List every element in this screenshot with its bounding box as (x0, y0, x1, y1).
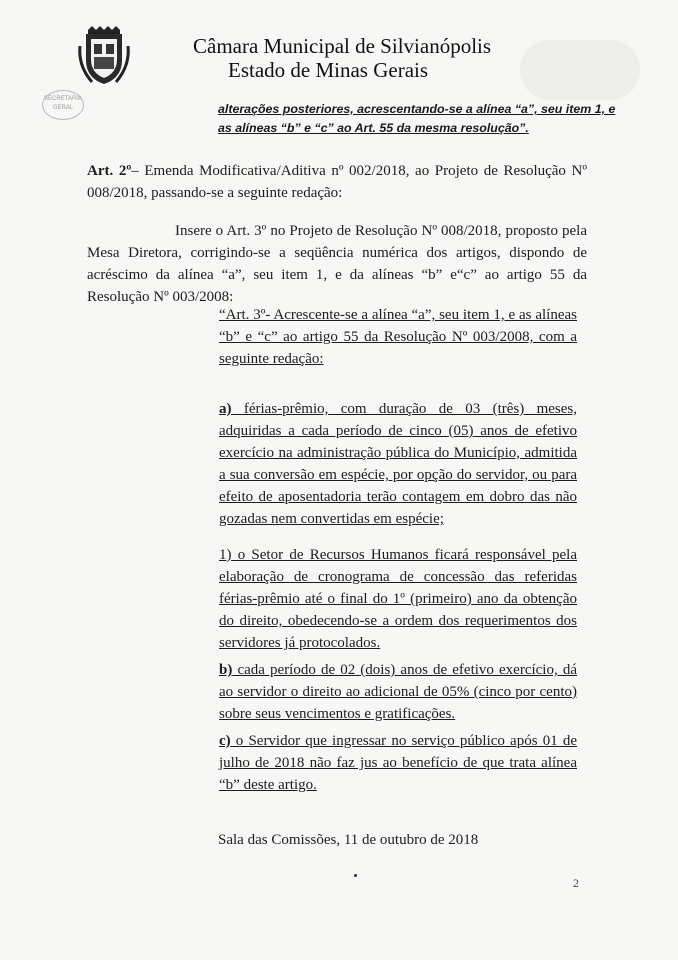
article-2-paragraph (87, 160, 587, 204)
item-c-text: o Servidor que ingressar no serviço público após 01 de julho de 2018 não faz jus ao benefício de que trata alínea “b” deste artigo. (219, 733, 577, 793)
article-2-label: Art. 2º (87, 163, 132, 179)
item-b-text: cada período de 02 (dois) anos de efetivo exercício, dá ao servidor o direito ao adicional de 05% (cinco por cento) sobre seus vencimentos e gratificações. (219, 662, 577, 722)
office-stamp: SECRETARIA GERAL (42, 90, 84, 120)
item-a-label: a) (219, 401, 232, 417)
item-1: 1) o Setor de Recursos Humanos ficará responsável pela elaboração de cronograma de concessão das referidas férias-prêmio até o final do 1º (primeiro) ano da obtenção do direito, obedecendo-se a ordem dos requerimentos dos servidores já protocolados. (219, 547, 577, 651)
item-b (219, 659, 577, 725)
signature-place-date: Sala das Comissões, 11 de outubro de 2018 (218, 832, 479, 848)
page-number: 2 (573, 876, 579, 890)
item-b-label: b) (219, 662, 233, 678)
ink-dot (354, 874, 357, 877)
item-a (219, 398, 577, 530)
intro-text: alterações posteriores, acrescentando-se a alínea “a”, seu item 1, e as alíneas “b” e “c” ao Art. 55 da mesma resolução”. (218, 102, 616, 135)
article-3-quote: “Art. 3º- Acrescente-se a alínea “a”, seu item 1, e as alíneas “b” e “c” ao artigo 55 da Resolução Nº 003/2008, com a seguinte redação: (219, 307, 577, 367)
article-2-text: – Emenda Modificativa/Aditiva nº 002/2018, ao Projeto de Resolução Nº 008/2018, passando-se a seguinte redação: (87, 163, 588, 201)
chamber-name: Câmara Municipal de Silvianópolis (193, 34, 492, 58)
item-c-label: c) (219, 733, 231, 749)
item-a-text: férias-prêmio, com duração de 03 (três) meses, adquiridas a cada período de cinco (05) anos de efetivo exercício na administração pública do Município, admitida a sua conversão em espécie, por opção do servidor, ou para efeito de aposentadoria terão contagem em dobro das não gozadas nem convertidas em espécie; (219, 401, 577, 527)
insert-paragraph: Insere o Art. 3º no Projeto de Resolução Nº 008/2018, proposto pela Mesa Diretora, corrigindo-se a seqüência numérica dos artigos, dispondo de acréscimo da alínea “a”, seu item 1, e da alíneas “b” e“c” ao artigo 55 da Resolução Nº 003/2008: (87, 223, 587, 305)
municipal-crest-icon (78, 26, 130, 88)
state-name: Estado de Minas Gerais (228, 58, 429, 82)
item-c (219, 730, 577, 796)
